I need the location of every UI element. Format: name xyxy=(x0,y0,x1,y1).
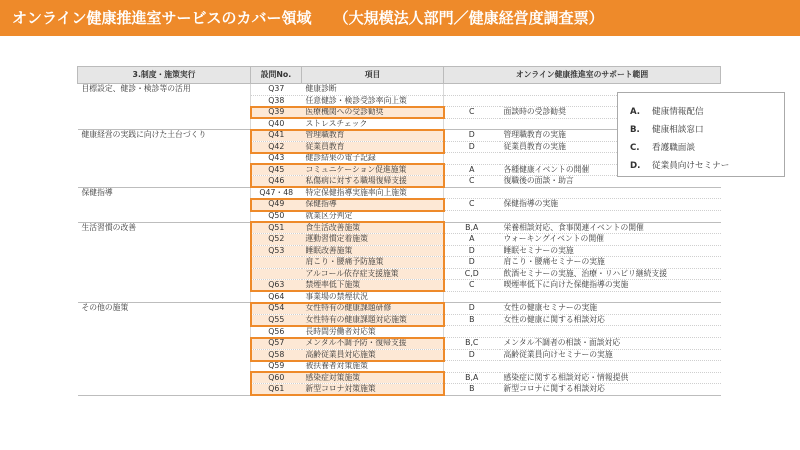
support-level-cell: A xyxy=(444,164,500,176)
category-cell xyxy=(78,384,251,396)
support-level-cell: C xyxy=(444,280,500,292)
support-detail-cell: 女性の健康に関する相談対応 xyxy=(500,314,721,326)
table-header-row xyxy=(78,67,721,84)
question-code-cell: Q49 xyxy=(251,199,302,211)
support-detail-cell: 保健指導の実施 xyxy=(500,199,721,211)
item-cell: 管理職教育 xyxy=(302,130,444,142)
category-cell xyxy=(78,257,251,269)
table-row xyxy=(78,187,721,199)
item-cell: 私傷病に対する職場復帰支援 xyxy=(302,176,444,188)
category-cell xyxy=(78,107,251,119)
table-row xyxy=(78,384,721,396)
support-detail-cell: 飲酒セミナーの実施、治療・リハビリ継続支援 xyxy=(500,268,721,280)
service-legend xyxy=(617,92,785,177)
support-detail-cell: 肩こり・腰痛セミナーの実施 xyxy=(500,257,721,269)
item-cell: 運動習慣定着施策 xyxy=(302,234,444,246)
table-row xyxy=(78,361,721,373)
item-cell: ストレスチェック xyxy=(302,118,444,130)
question-code-cell: Q43 xyxy=(251,153,302,165)
item-cell: 従業員教育 xyxy=(302,141,444,153)
support-detail-cell: 女性の健康セミナーの実施 xyxy=(500,303,721,315)
item-cell: 睡眠改善施策 xyxy=(302,245,444,257)
item-cell: 保健指導 xyxy=(302,199,444,211)
table-row xyxy=(78,326,721,338)
table-row xyxy=(78,280,721,292)
category-cell xyxy=(78,211,251,223)
category-cell xyxy=(78,199,251,211)
header-item: 項目 xyxy=(302,67,444,84)
category-cell: その他の施策 xyxy=(78,303,251,315)
item-cell: 女性特有の健康課題対応施策 xyxy=(302,314,444,326)
support-level-cell xyxy=(444,187,500,199)
question-code-cell: Q59 xyxy=(251,361,302,373)
table-row xyxy=(78,291,721,303)
question-code-cell: Q61 xyxy=(251,384,302,396)
item-cell: アルコール依存症支援施策 xyxy=(302,268,444,280)
support-level-cell: C,D xyxy=(444,268,500,280)
item-cell: 任意健診・検診受診率向上策 xyxy=(302,95,444,107)
support-detail-cell: 喫煙率低下に向けた保健指導の実施 xyxy=(500,280,721,292)
category-cell xyxy=(78,118,251,130)
support-level-cell xyxy=(444,361,500,373)
table-row xyxy=(78,211,721,223)
category-cell xyxy=(78,164,251,176)
item-cell: 就業区分判定 xyxy=(302,211,444,223)
question-code-cell: Q57 xyxy=(251,338,302,350)
item-cell: 肩こり・腰痛予防施策 xyxy=(302,257,444,269)
question-code-cell: Q54 xyxy=(251,303,302,315)
question-code-cell: Q37 xyxy=(251,84,302,96)
support-detail-cell: ウォーキングイベントの開催 xyxy=(500,234,721,246)
table-row xyxy=(78,222,721,234)
table-row xyxy=(78,314,721,326)
support-level-cell: C xyxy=(444,199,500,211)
support-detail-cell: 栄養相談対応、食事関連イベントの開催 xyxy=(500,222,721,234)
item-cell: 特定保健指導実施率向上施策 xyxy=(302,187,444,199)
support-detail-cell: メンタル不調者の相談・面談対応 xyxy=(500,338,721,350)
question-code-cell: Q39 xyxy=(251,107,302,119)
header-category: 3.制度・施策実行 xyxy=(78,67,251,84)
table-row xyxy=(78,349,721,361)
support-level-cell: C xyxy=(444,176,500,188)
question-code-cell: Q47・48 xyxy=(251,187,302,199)
support-level-cell xyxy=(444,291,500,303)
support-detail-cell: 従業員教育の実施 xyxy=(500,141,721,153)
support-detail-cell xyxy=(500,187,721,199)
support-detail-cell xyxy=(500,361,721,373)
category-cell xyxy=(78,176,251,188)
category-cell xyxy=(78,280,251,292)
table-row xyxy=(78,257,721,269)
table-row xyxy=(78,268,721,280)
question-code-cell: Q64 xyxy=(251,291,302,303)
item-cell: 禁煙率低下施策 xyxy=(302,280,444,292)
support-detail-cell xyxy=(500,326,721,338)
support-level-cell: B,A xyxy=(444,372,500,384)
support-detail-cell: 復職後の面談・助言 xyxy=(500,176,721,188)
item-cell: 被扶養者対策施策 xyxy=(302,361,444,373)
table-row xyxy=(78,176,721,188)
header-support: オンライン健康推進室のサポート範囲 xyxy=(444,67,721,84)
support-detail-cell: 高齢従業員向けセミナーの実施 xyxy=(500,349,721,361)
category-cell xyxy=(78,314,251,326)
support-level-cell xyxy=(444,95,500,107)
support-level-cell: D xyxy=(444,257,500,269)
question-code-cell: Q40 xyxy=(251,118,302,130)
support-detail-cell: 管理職教育の実施 xyxy=(500,130,721,142)
legend-item: B. 健康相談窓口 xyxy=(630,125,704,135)
page-title: オンライン健康推進室サービスのカバー領域 xyxy=(12,9,312,27)
table-row xyxy=(78,199,721,211)
category-cell: 健康経営の実践に向けた土台づくり xyxy=(78,130,251,142)
support-detail-cell: 睡眠セミナーの実施 xyxy=(500,245,721,257)
category-cell xyxy=(78,141,251,153)
question-code-cell: Q46 xyxy=(251,176,302,188)
support-level-cell: B xyxy=(444,384,500,396)
item-cell: 女性特有の健康課題研修 xyxy=(302,303,444,315)
page-title-bar xyxy=(0,0,800,36)
item-cell: 医療機関への受診勧奨 xyxy=(302,107,444,119)
support-level-cell: D xyxy=(444,349,500,361)
item-cell: コミュニケーション促進施策 xyxy=(302,164,444,176)
question-code-cell: Q53 xyxy=(251,245,302,257)
support-level-cell xyxy=(444,118,500,130)
category-cell xyxy=(78,349,251,361)
question-code-cell: Q41 xyxy=(251,130,302,142)
question-code-cell: Q52 xyxy=(251,234,302,246)
support-level-cell: B,A xyxy=(444,222,500,234)
category-cell: 生活習慣の改善 xyxy=(78,222,251,234)
support-detail-cell: 感染症に関する相談対応・情報提供 xyxy=(500,372,721,384)
support-detail-cell: 各種健康イベントの開催 xyxy=(500,164,721,176)
support-level-cell xyxy=(444,211,500,223)
question-code-cell: Q60 xyxy=(251,372,302,384)
header-code: 設問No. xyxy=(251,67,302,84)
support-level-cell: B,C xyxy=(444,338,500,350)
table-row xyxy=(78,245,721,257)
table-row xyxy=(78,234,721,246)
category-cell xyxy=(78,268,251,280)
category-cell xyxy=(78,153,251,165)
item-cell: 健診結果の電子記録 xyxy=(302,153,444,165)
table-row xyxy=(78,303,721,315)
support-level-cell: D xyxy=(444,303,500,315)
item-cell: メンタル不調予防・復帰支援 xyxy=(302,338,444,350)
item-cell: 高齢従業員対応施策 xyxy=(302,349,444,361)
category-cell: 保健指導 xyxy=(78,187,251,199)
category-cell xyxy=(78,338,251,350)
question-code-cell: Q45 xyxy=(251,164,302,176)
support-level-cell xyxy=(444,326,500,338)
legend-item: A. 健康情報配信 xyxy=(630,107,704,117)
legend-item: D. 従業員向けセミナー xyxy=(630,161,730,171)
support-level-cell: B xyxy=(444,314,500,326)
question-code-cell: Q51 xyxy=(251,222,302,234)
item-cell: 健康診断 xyxy=(302,84,444,96)
category-cell xyxy=(78,245,251,257)
support-detail-cell xyxy=(500,291,721,303)
support-level-cell: D xyxy=(444,141,500,153)
support-level-cell xyxy=(444,153,500,165)
support-detail-cell: 新型コロナに関する相談対応 xyxy=(500,384,721,396)
support-level-cell: D xyxy=(444,130,500,142)
item-cell: 事業場の禁煙状況 xyxy=(302,291,444,303)
support-level-cell xyxy=(444,84,500,96)
support-level-cell: D xyxy=(444,245,500,257)
question-code-cell: Q58 xyxy=(251,349,302,361)
item-cell: 長時間労働者対応策 xyxy=(302,326,444,338)
category-cell xyxy=(78,361,251,373)
support-level-cell: A xyxy=(444,234,500,246)
category-cell xyxy=(78,326,251,338)
category-cell xyxy=(78,372,251,384)
category-cell xyxy=(78,291,251,303)
question-code-cell: Q38 xyxy=(251,95,302,107)
support-detail-cell: 面談時の受診勧奨 xyxy=(500,107,721,119)
question-code-cell: Q55 xyxy=(251,314,302,326)
support-level-cell: C xyxy=(444,107,500,119)
item-cell: 新型コロナ対策施策 xyxy=(302,384,444,396)
question-code-cell xyxy=(251,257,302,269)
table-row xyxy=(78,338,721,350)
category-cell xyxy=(78,95,251,107)
category-cell: 目標設定、健診・検診等の活用 xyxy=(78,84,251,96)
support-detail-cell xyxy=(500,211,721,223)
question-code-cell xyxy=(251,268,302,280)
item-cell: 食生活改善施策 xyxy=(302,222,444,234)
item-cell: 感染症対策施策 xyxy=(302,372,444,384)
question-code-cell: Q42 xyxy=(251,141,302,153)
legend-item: C. 看護職面談 xyxy=(630,143,695,153)
question-code-cell: Q56 xyxy=(251,326,302,338)
question-code-cell: Q50 xyxy=(251,211,302,223)
table-row xyxy=(78,372,721,384)
category-cell xyxy=(78,234,251,246)
question-code-cell: Q63 xyxy=(251,280,302,292)
page-subtitle: （大規模法人部門／健康経営度調査票） xyxy=(333,9,604,27)
